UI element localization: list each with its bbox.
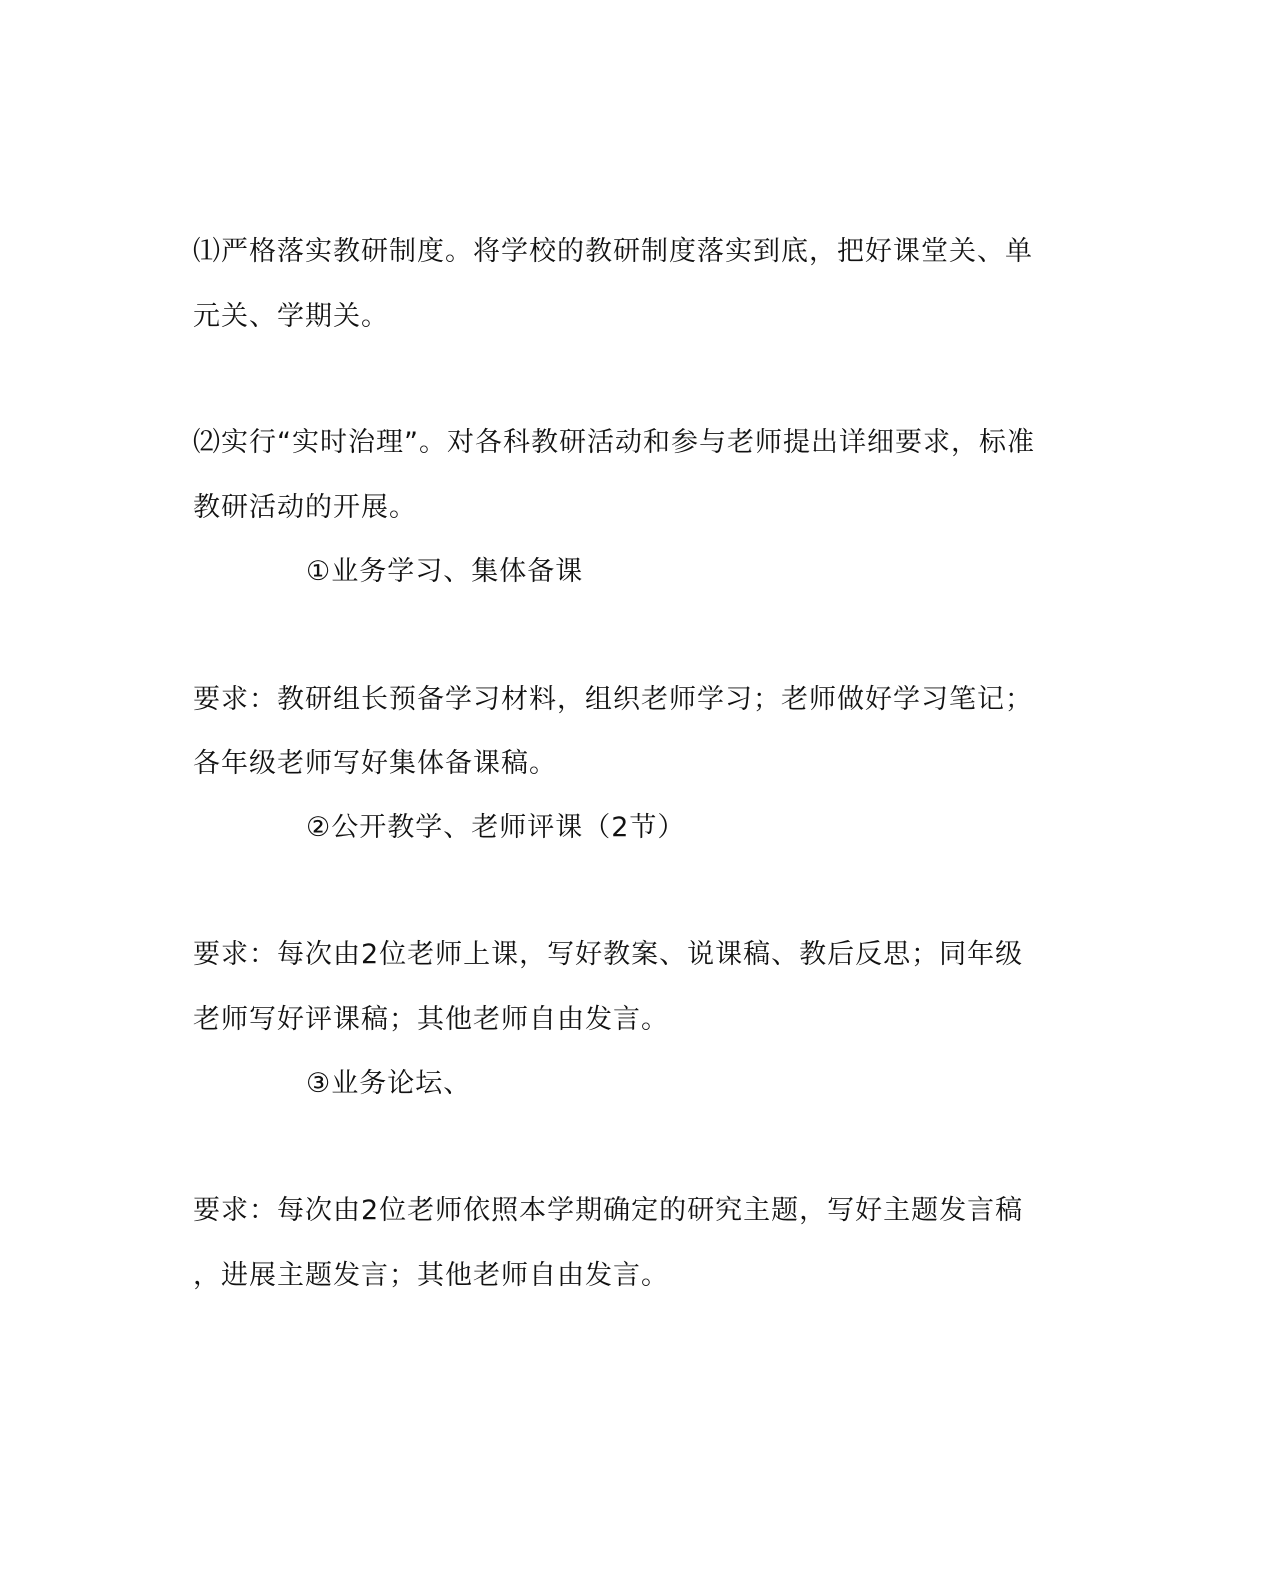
paragraph-2-line-2: 教研活动的开展。 (193, 492, 417, 523)
subitem-3-requirement-line-2: ，进展主题发言；其他老师自由发言。 (193, 1260, 669, 1291)
paragraph-1-line-2: 元关、学期关。 (193, 301, 389, 332)
subitem-1-requirement-line-2: 各年级老师写好集体备课稿。 (193, 748, 557, 779)
paragraph-1-line-1: ⑴严格落实教研制度。将学校的教研制度落实到底，把好课堂关、单 (193, 236, 1033, 267)
subitem-2-requirement-line-1: 要求：每次由2位老师上课，写好教案、说课稿、教后反思；同年级 (193, 939, 1024, 970)
subitem-1-heading: ①业务学习、集体备课 (306, 556, 584, 587)
subitem-1-requirement-line-1: 要求：教研组长预备学习材料，组织老师学习；老师做好学习笔记； (193, 684, 1033, 715)
paragraph-2-line-1: ⑵实行“实时治理”。对各科教研活动和参与老师提出详细要求，标准 (193, 427, 1035, 458)
subitem-2-requirement-line-2: 老师写好评课稿；其他老师自由发言。 (193, 1004, 669, 1035)
subitem-2-heading: ②公开教学、老师评课（2节） (306, 812, 686, 843)
subitem-3-requirement-line-1: 要求：每次由2位老师依照本学期确定的研究主题，写好主题发言稿 (193, 1195, 1024, 1226)
subitem-3-heading: ③业务论坛、 (306, 1068, 472, 1099)
